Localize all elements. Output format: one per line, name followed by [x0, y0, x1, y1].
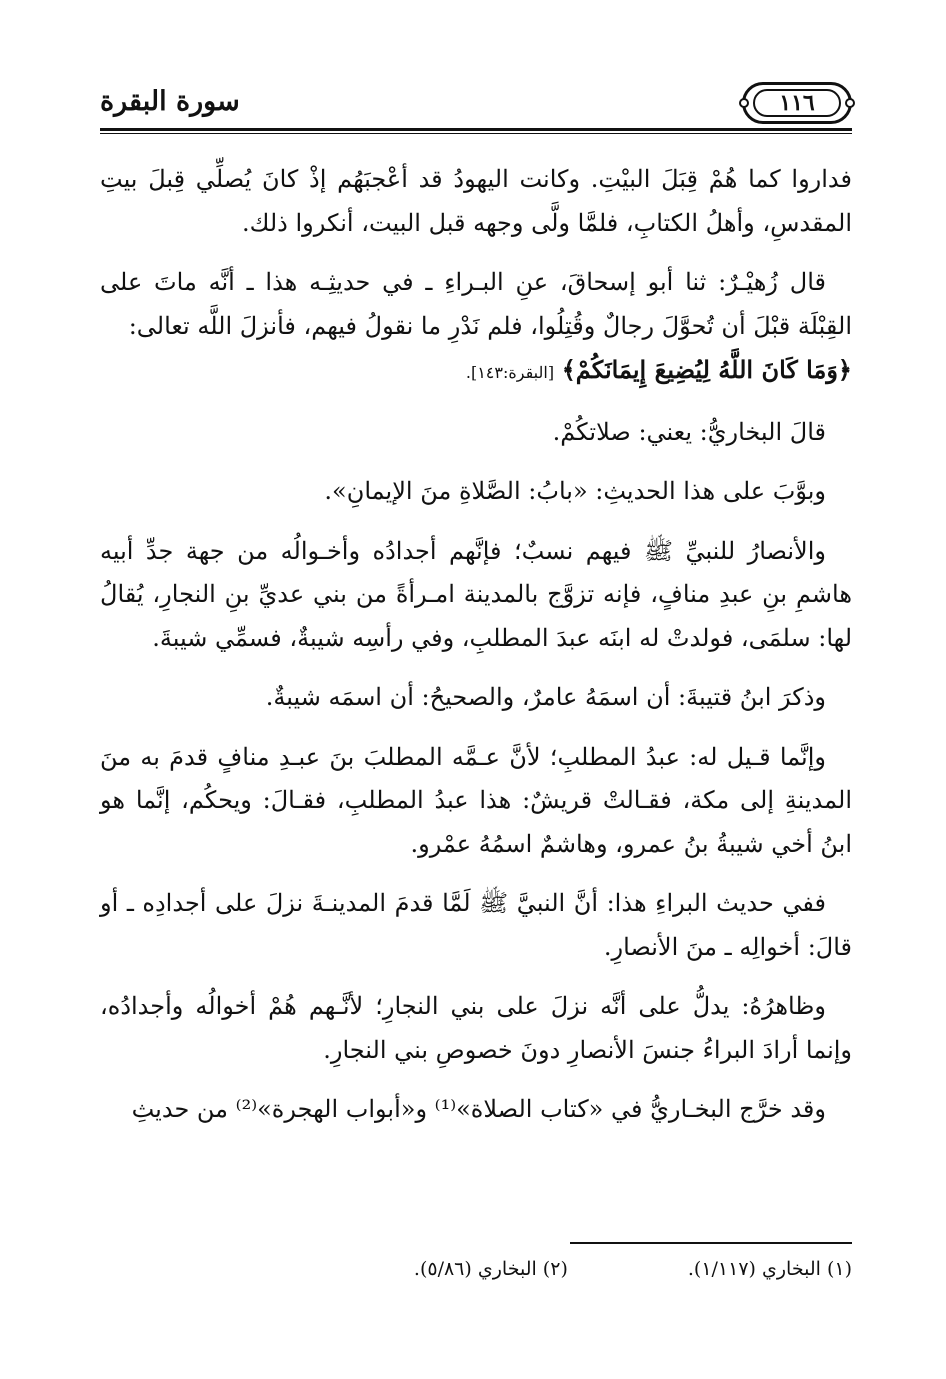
footnote: (١) البخاري (١/١١٧).	[687, 1258, 852, 1280]
paragraph: وإنَّما قـيل له: عبدُ المطلبِ؛ لأنَّ عـمَّه المطلبَ بنَ عبـدِ منافٍ قدمَ به منَ المدينةِ إلى مكة، فقـالتْ قريشٌ: هذا عبدُ المطلبِ، فقـالَ: ويحكُم، إنَّما هو ابنُ أخي شيبةُ بنُ عمرو، وهاشمٌ اسمُهُ عمْرو.	[100, 742, 852, 858]
paragraph: وبوَّبَ على هذا الحديثِ: «بابُ: الصَّلاةِ منَ الإيمانِ».	[324, 477, 826, 505]
paragraph: ففي حديث البراءِ هذا: أنَّ النبيَّ ﷺ لَمَّا قدمَ المدينـةَ نزلَ على أجدادِه ـ أو قالَ: أخوالِه ـ منَ الأنصارِ.	[100, 889, 852, 961]
footnotes	[100, 1258, 852, 1280]
footnote-divider	[570, 1242, 852, 1244]
page-number: ١١٦	[753, 89, 841, 117]
paragraph: وقد خرَّج البخـاريُّ في «كتاب الصلاة»⁽¹⁾ و«أبواب الهجرة»⁽²⁾ من حديثِ	[131, 1095, 826, 1123]
badge-ornament-icon	[739, 98, 749, 108]
paragraph: وذكرَ ابنُ قتيبةَ: أن اسمَهُ عامرٌ، والصحيحُ: أن اسمَه شيبةٌ.	[265, 683, 826, 711]
paragraph: فداروا كما هُمْ قِبَلَ البيْتِ. وكانت اليهودُ قد أعْجبَهُم إذْ كانَ يُصلِّي قِبلَ بيتِ المقدسِ، وأهلُ الكتابِ، فلمَّا ولَّى وجهه قبل البيت، أنكروا ذلك.	[100, 165, 852, 237]
footnote: (٢) البخاري (٥/٨٦).	[413, 1258, 568, 1280]
header-divider-thin	[100, 133, 852, 134]
main-text	[100, 158, 852, 1148]
paragraph: وظاهرُهُ: يدلُّ على أنَّه نزلَ على بني النجارِ؛ لأنَّـهم هُمْ أخوالُه وأجدادُه، وإنما أرادَ البراءُ جنسَ الأنصارِ دونَ خصوصِ بني النجارِ.	[100, 992, 852, 1064]
paragraph: والأنصارُ للنبيِّ ﷺ فيهم نسبٌ؛ فإنَّهم أجدادُه وأخـوالُه من جهة جدِّ أبيه هاشمِ بنِ عبدِ منافٍ، فإنه تزوَّج بالمدينة امـرأةً من بني عديِّ بنِ النجارِ، يُقالُ لها: سلمَى، فولدتْ له ابنَه عبدَ المطلبِ، وفي رأسِه شيبةٌ، فسمِّي شيبةَ.	[100, 536, 852, 652]
page-number-badge	[742, 82, 852, 124]
badge-ornament-icon	[845, 98, 855, 108]
quran-verse: ﴿وَمَا كَانَ اللَّهُ لِيُضِيعَ إِيمَانَكُمْ﴾	[561, 355, 852, 384]
header-divider	[100, 128, 852, 131]
paragraph: قالَ البخاريُّ: يعني: صلاتكُمْ.	[552, 417, 826, 446]
verse-reference: [البقرة:١٤٣].	[465, 363, 555, 382]
page-header	[100, 78, 852, 140]
paragraph: قال زُهيْـرٌ: ثنا أبو إسحاقَ، عنِ البـراءِ ـ في حديثِـه هذا ـ أنَّه ماتَ على القِبْلَة قبْلَ أن تُحوَّلَ رجالٌ وقُتِلُوا، فلم نَدْرِ ما نقولُ فيهم، فأنزلَ اللَّه تعالى: ﴿وَمَا كَانَ اللَّهُ لِيُضِيعَ إِيمَانَكُمْ﴾ [البقرة:١٤٣].	[100, 268, 852, 384]
surah-title: سورة البقرة	[100, 86, 240, 117]
